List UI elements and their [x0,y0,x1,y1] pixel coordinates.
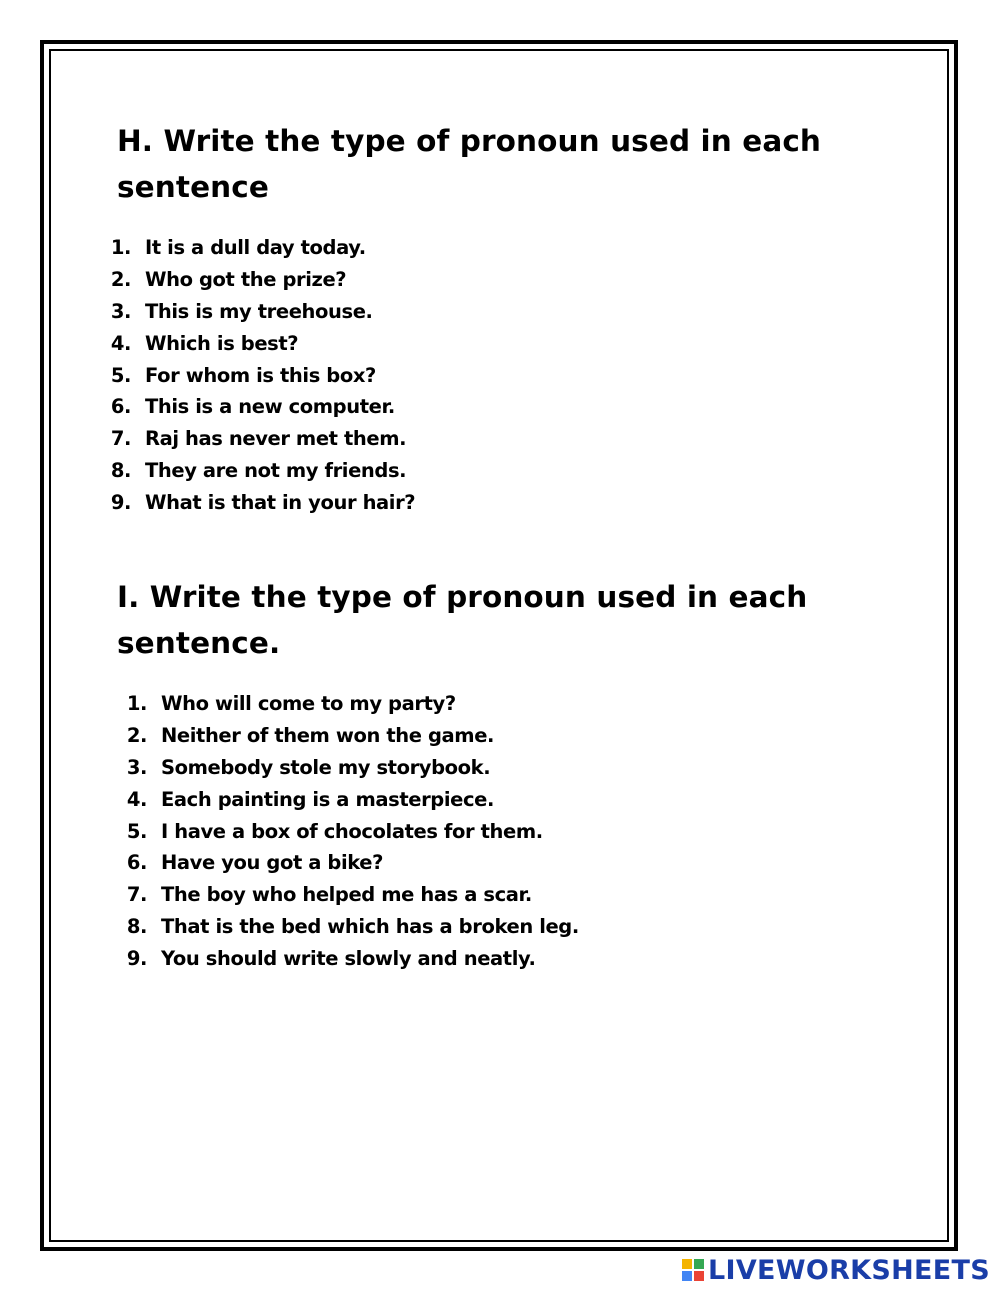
question-number: 4. [110,331,131,355]
question-item [117,911,579,943]
question-number: 9. [126,947,147,971]
question-text: Which is best? [145,331,299,355]
question-number: 3. [126,755,147,779]
question-item [101,455,415,487]
question-item [117,752,579,784]
question-number: 2. [110,267,131,291]
question-number: 2. [126,723,147,747]
question-text: I have a box of chocolates for them. [161,819,543,843]
question-text: Who will come to my party? [161,692,456,715]
question-item [101,391,415,423]
question-item [101,487,415,519]
section-i-title: I. Write the type of pronoun used in each sentence. [117,580,808,660]
question-text: Each painting is a masterpiece. [161,787,494,811]
question-text: This is my treehouse. [145,299,373,323]
question-text: This is a new computer. [145,395,395,419]
question-text: Have you got a bike? [161,851,384,875]
question-number: 3. [110,299,131,323]
question-text: Raj has never met them. [145,427,407,451]
question-text: Who got the prize? [145,267,347,291]
question-item [117,943,579,975]
liveworksheets-logo-icon [682,1259,704,1281]
question-number: 7. [110,427,131,451]
question-text: For whom is this box? [145,363,376,387]
question-number: 8. [126,915,147,939]
question-number: 5. [126,819,147,843]
question-item [101,232,415,264]
section-h-list [101,232,415,519]
question-item [101,328,415,360]
question-item [117,879,579,911]
question-item [117,816,579,848]
question-item [101,423,415,455]
question-text: It is a dull day today. [145,236,366,259]
question-item [101,264,415,296]
question-text: That is the bed which has a broken leg. [161,915,579,939]
section-h-title: H. Write the type of pronoun used in each sentence [117,124,822,204]
question-item [117,688,579,720]
question-item [101,360,415,392]
question-number: 1. [110,236,131,259]
question-number: 6. [126,851,147,875]
question-text: What is that in your hair? [145,491,416,515]
question-item [117,847,579,879]
question-number: 8. [110,459,131,483]
question-number: 5. [110,363,131,387]
question-text: You should write slowly and neatly. [161,947,536,971]
question-number: 1. [126,692,147,715]
question-item [117,784,579,816]
question-number: 9. [110,491,131,515]
question-text: They are not my friends. [145,459,407,483]
brand-name: LIVEWORKSHEETS [707,1254,990,1286]
question-item [117,720,579,752]
question-text: Neither of them won the game. [161,723,495,747]
question-number: 4. [126,787,147,811]
question-number: 6. [110,395,131,419]
question-text: The boy who helped me has a scar. [161,883,532,907]
question-text: Somebody stole my storybook. [161,755,491,779]
question-number: 7. [126,883,147,907]
question-item [101,296,415,328]
liveworksheets-brand[interactable] [682,1254,990,1286]
section-i-list [117,688,579,975]
